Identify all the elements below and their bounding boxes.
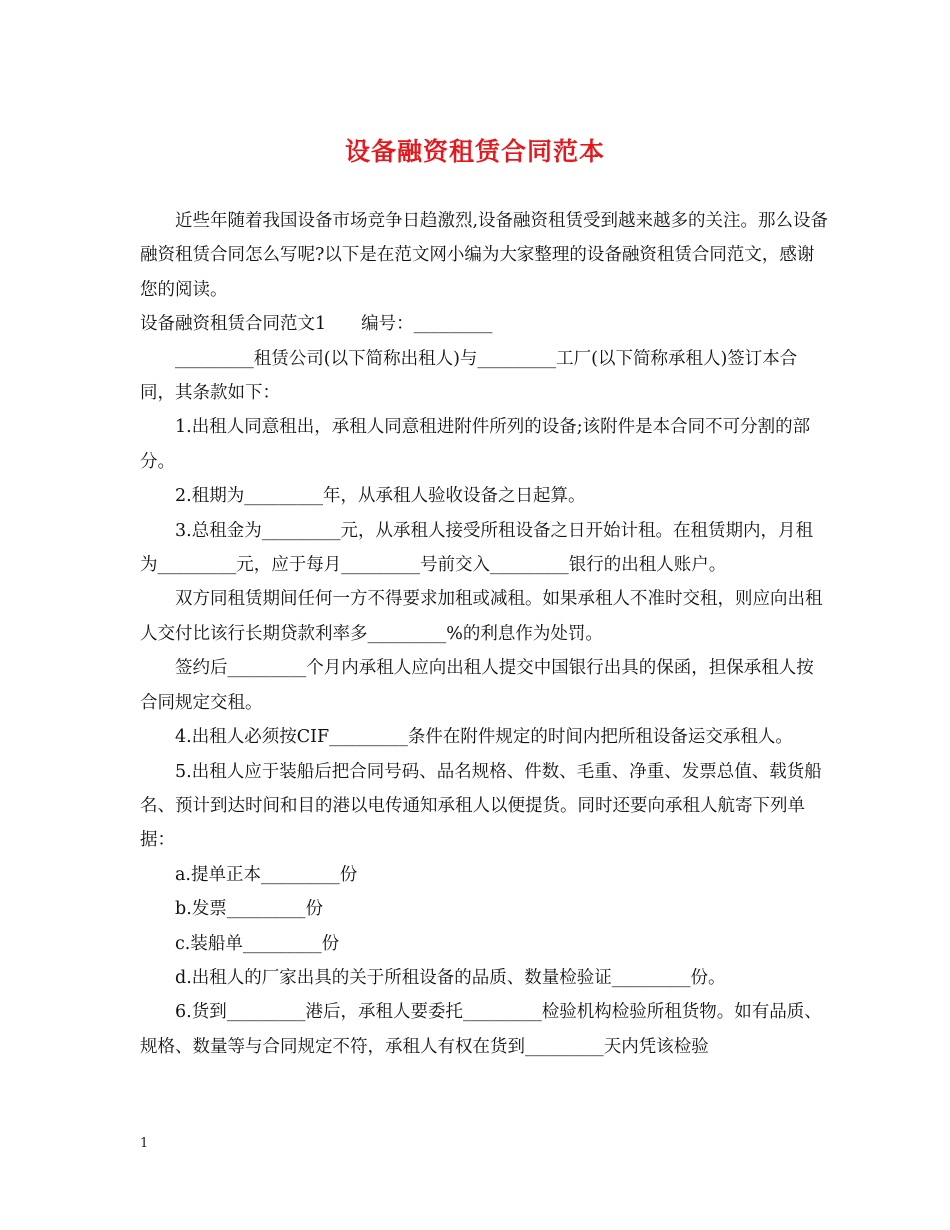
paragraph-clause-2: 2.租期为_________年，从承租人验收设备之日起算。 [175, 486, 586, 507]
paragraph-clause-6: 6.货到_________港后，承租人要委托_________检验机构检验所租货物。如有品质、规格、数量等与合同规定不符，承租人有权在货到_________天内凭该检验 [140, 1002, 822, 1057]
paragraph-rent-terms: 双方同租赁期间任何一方不得要求加租或减租。如果承租人不准时交租，则应向出租人交付比该行长期贷款利率多_________%的利息作为处罚。 [140, 589, 823, 644]
paragraph-intro: 近些年随着我国设备市场竞争日趋激烈,设备融资租赁受到越来越多的关注。那么设备融资租赁合同怎么写呢?以下是在范文网小编为大家整理的设备融资租赁合同范文，感谢您的阅读。 [140, 211, 829, 300]
list-item-d: d.出租人的厂家出具的关于所租设备的品质、数量检验证_________份。 [175, 967, 726, 988]
document-body [140, 204, 830, 1064]
paragraph-clause-4: 4.出租人必须按CIF_________条件在附件规定的时间内把所租设备运交承租人。 [175, 727, 793, 748]
paragraph-guarantee: 签约后_________个月内承租人应向出租人提交中国银行出具的保函，担保承租人按合同规定交租。 [140, 658, 814, 713]
paragraph-contract-number: 设备融资租赁合同范文1 编号：_________ [140, 314, 493, 335]
list-item-a: a.提单正本_________份 [175, 864, 358, 885]
paragraph-clause-5: 5.出租人应于装船后把合同号码、品名规格、件数、毛重、净重、发票总值、载货船名、预计到达时间和目的港以电传通知承租人以便提货。同时还要向承租人航寄下列单据： [140, 761, 822, 851]
paragraph-parties: _________租赁公司(以下简称出租人)与_________工厂(以下简称承租人)签订本合同，其条款如下： [140, 348, 798, 404]
page-number: 1 [140, 1136, 149, 1151]
document-title: 设备融资租赁合同范本 [344, 137, 605, 166]
list-item-b: b.发票_________份 [175, 899, 324, 920]
paragraph-clause-1: 1.出租人同意租出，承租人同意租进附件所列的设备;该附件是本合同不可分割的部分。 [140, 417, 811, 472]
list-item-c: c.装船单_________份 [175, 933, 340, 954]
paragraph-clause-3: 3.总租金为_________元，从承租人接受所租设备之日开始计租。在租赁期内，月租为_________元，应于每月_________号前交入_________银行的出租人账户。 [140, 520, 813, 576]
